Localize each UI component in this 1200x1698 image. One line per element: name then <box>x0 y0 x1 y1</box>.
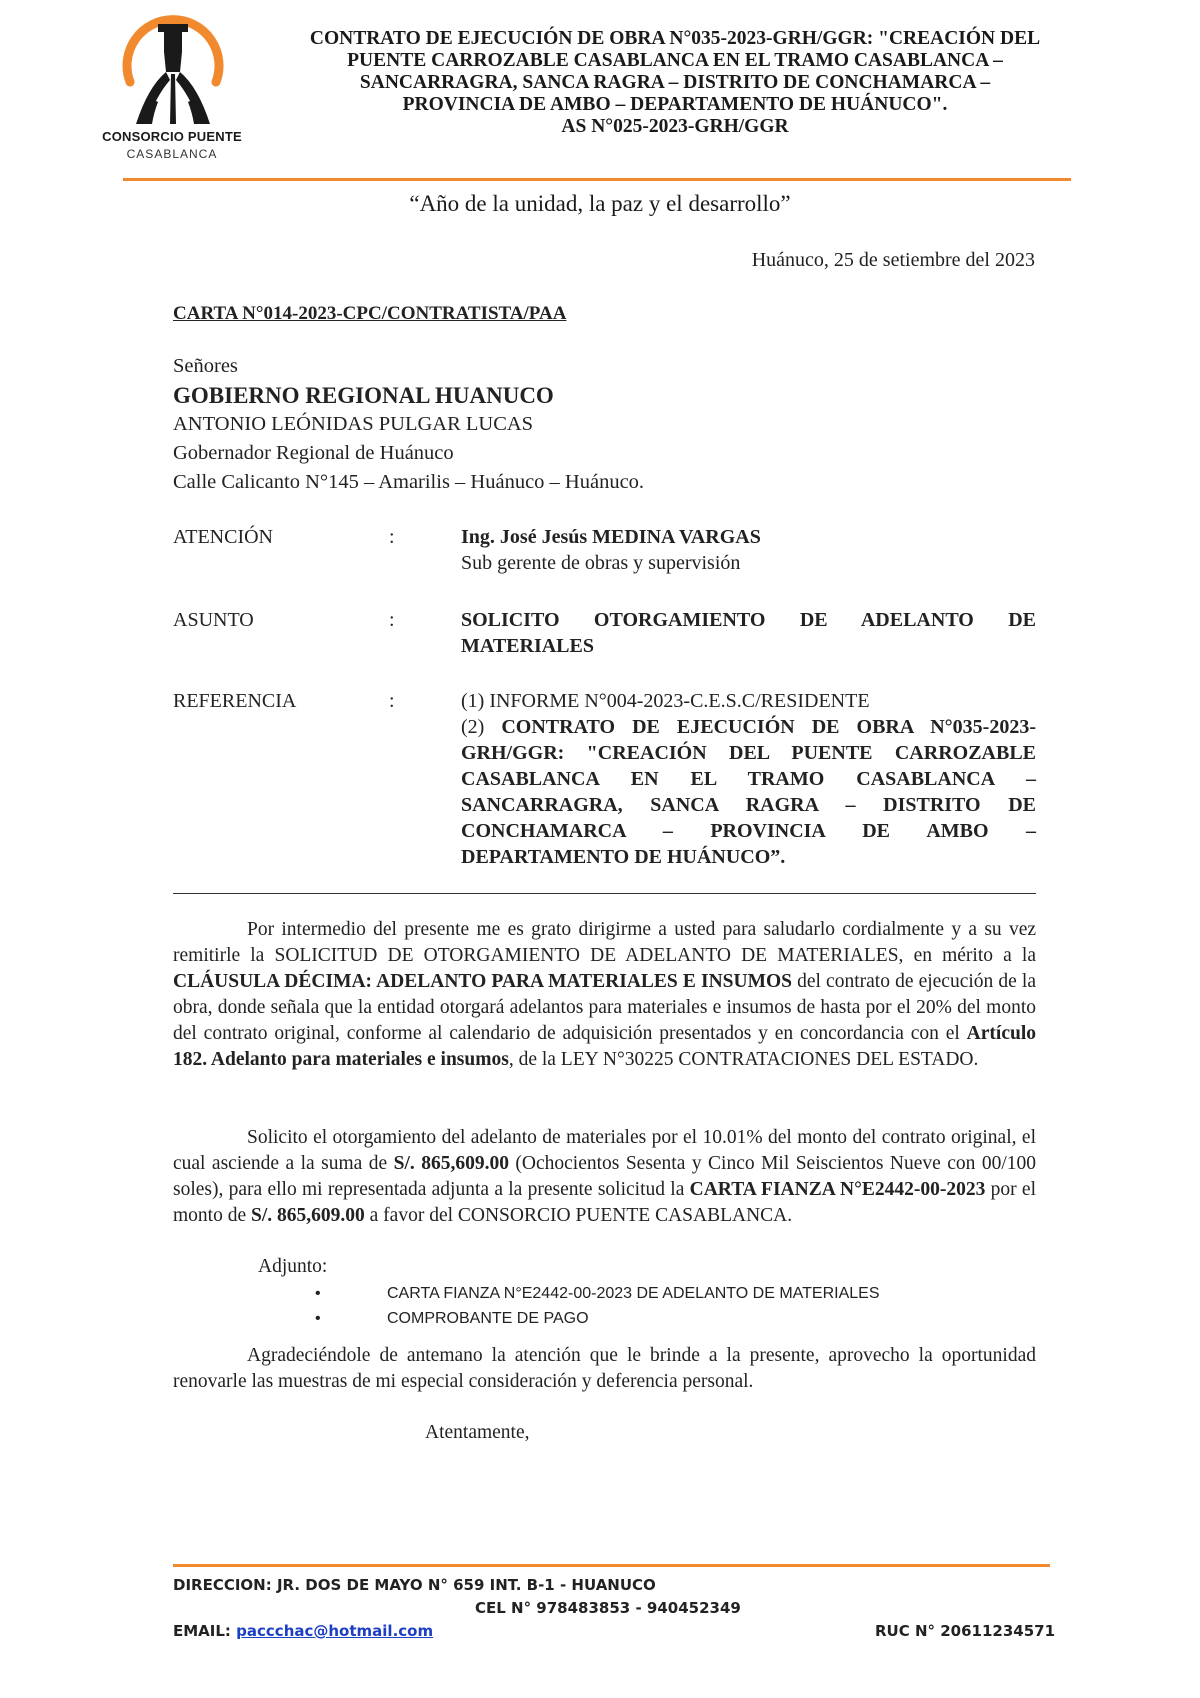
letter-date: Huánuco, 25 de setiembre del 2023 <box>751 249 1035 271</box>
footer-address: DIRECCION: JR. DOS DE MAYO N° 659 INT. B-1 - HUANUCO <box>173 1576 656 1594</box>
referencia-item-1: (1) INFORME N°004-2023-C.E.S.C/RESIDENTE <box>461 690 870 712</box>
atencion-value <box>461 524 1036 576</box>
referencia-value <box>461 688 1036 870</box>
header-title-line: SANCARRAGRA, SANCA RAGRA – DISTRITO DE CONCHAMARCA – <box>359 72 991 93</box>
footer-ruc: RUC N° 20611234571 <box>875 1622 1056 1640</box>
p2-text: (Ochocientos Sesenta y Cinco Mil Seiscientos Nueve con 00/100 soles), para ello mi representada adjunta a la presente solicitud la <box>173 1153 1036 1200</box>
header-divider <box>123 178 1071 181</box>
recipient-position: Gobernador Regional de Huánuco <box>173 442 454 464</box>
footer-email-label: EMAIL: <box>173 1622 237 1640</box>
referencia-item-2-line: CASABLANCA EN EL TRAMO CASABLANCA – <box>461 768 1036 790</box>
header-contract-title <box>275 28 1075 138</box>
referencia-item-2-line: CONCHAMARCA – PROVINCIA DE AMBO – <box>461 820 1036 842</box>
p1-clause-bold: CLÁUSULA DÉCIMA: ADELANTO PARA MATERIALES E INSUMOS <box>173 971 793 992</box>
referencia-row <box>173 688 1036 878</box>
footer-phone: CEL N° 978483853 - 940452349 <box>475 1599 741 1617</box>
referencia-item-2-line <box>461 714 1036 740</box>
atencion-label: ATENCIÓN <box>173 526 273 548</box>
company-logo <box>82 12 262 162</box>
logo-company-subname: CASABLANCA <box>126 147 218 161</box>
header-title-line: PUENTE CARROZABLE CASABLANCA EN EL TRAMO CASABLANCA – <box>347 50 1003 71</box>
atencion-colon: : <box>389 526 395 548</box>
referencia-colon: : <box>389 690 395 712</box>
body-paragraph-1 <box>173 917 1036 1073</box>
recipient-block <box>173 352 644 497</box>
referencia-item-2-prefix: (2) <box>461 716 502 738</box>
referencia-label: REFERENCIA <box>173 690 297 712</box>
p2-text: a favor del CONSORCIO PUENTE CASABLANCA. <box>364 1205 793 1226</box>
referencia-item-2-text: CONTRATO DE EJECUCIÓN DE OBRA N°035-2023- <box>501 716 1036 738</box>
logo-company-name: CONSORCIO PUENTE <box>102 129 242 144</box>
p1-article-bold: Artículo 182. Adelanto para materiales e insumos <box>173 1023 1036 1070</box>
p1-text: del contrato de ejecución de la obra, donde señala que la entidad otorgará adelantos para materiales e insumos de hasta por el 20% del monto del contrato original, conforme al calendario de adquisición presentados y en concordancia con el <box>173 971 1036 1044</box>
atencion-name: Ing. José Jesús MEDINA VARGAS <box>461 526 761 548</box>
atencion-row <box>173 524 1036 580</box>
attachments-list <box>313 1281 880 1331</box>
recipient-name: ANTONIO LEÓNIDAS PULGAR LUCAS <box>173 413 534 435</box>
attachment-item: • CARTA FIANZA N°E2442-00-2023 DE ADELANTO DE MATERIALES <box>313 1281 880 1306</box>
salutation: Señores <box>173 355 238 377</box>
closing-text: Atentamente, <box>425 1422 530 1443</box>
bridge-logo-icon <box>118 12 228 130</box>
asunto-row <box>173 607 1036 663</box>
asunto-colon: : <box>389 609 395 631</box>
asunto-line: SOLICITO OTORGAMIENTO DE ADELANTO DE <box>461 609 1036 631</box>
referencia-item-2-line: GRH/GGR: "CREACIÓN DEL PUENTE CARROZABLE <box>461 742 1036 764</box>
body-paragraph-2 <box>173 1125 1036 1229</box>
recipient-organization: GOBIERNO REGIONAL HUANUCO <box>173 383 554 408</box>
asunto-value <box>461 607 1036 659</box>
letter-number: CARTA N°014-2023-CPC/CONTRATISTA/PAA <box>173 303 567 324</box>
asunto-line: MATERIALES <box>461 635 594 657</box>
atencion-role: Sub gerente de obras y supervisión <box>461 552 741 574</box>
adjunto-label: Adjunto: <box>258 1256 328 1277</box>
referencia-item-2-line: SANCARRAGRA, SANCA RAGRA – DISTRITO DE <box>461 794 1036 816</box>
referencia-item-2-line: DEPARTAMENTO DE HUÁNUCO”. <box>461 846 786 868</box>
header-title-line: PROVINCIA DE AMBO – DEPARTAMENTO DE HUÁNUCO". <box>402 94 948 115</box>
body-paragraph-3: Agradeciéndole de antemano la atención que le brinde a la presente, aprovecho la oportunidad renovarle las muestras de mi especial consideración y deferencia personal. <box>173 1345 1036 1392</box>
header-title-line: CONTRATO DE EJECUCIÓN DE OBRA N°035-2023-GRH/GGR: "CREACIÓN DEL <box>309 28 1041 49</box>
attachment-item: • COMPROBANTE DE PAGO <box>313 1306 880 1331</box>
p2-carta-fianza-bold: CARTA FIANZA N°E2442-00-2023 <box>689 1179 986 1200</box>
recipient-address: Calle Calicanto N°145 – Amarilis – Huánuco – Huánuco. <box>173 471 645 493</box>
p2-text: por el monto de <box>173 1179 1036 1226</box>
year-motto: “Año de la unidad, la paz y el desarrollo” <box>409 191 791 216</box>
footer-email <box>173 1622 433 1640</box>
asunto-label: ASUNTO <box>173 609 254 631</box>
email-link[interactable]: paccchac@hotmail.com <box>236 1622 434 1640</box>
p1-text: Por intermedio del presente me es grato dirigirme a usted para saludarlo cordialmente y a su vez remitirle la SOLICITUD DE OTORGAMIENTO DE ADELANTO DE MATERIALES, en mérito a la <box>173 919 1036 966</box>
p1-text: , de la LEY N°30225 CONTRATACIONES DEL ESTADO. <box>508 1049 979 1070</box>
p2-text: Solicito el otorgamiento del adelanto de materiales por el 10.01% del monto del contrato original, el cual asciende a la suma de <box>173 1127 1036 1174</box>
section-divider <box>173 893 1036 894</box>
header-title-line: AS N°025-2023-GRH/GGR <box>561 116 789 137</box>
p2-amount-bold: S/. 865,609.00 <box>251 1205 365 1226</box>
footer-divider <box>173 1564 1050 1567</box>
p2-amount-bold: S/. 865,609.00 <box>393 1153 509 1174</box>
